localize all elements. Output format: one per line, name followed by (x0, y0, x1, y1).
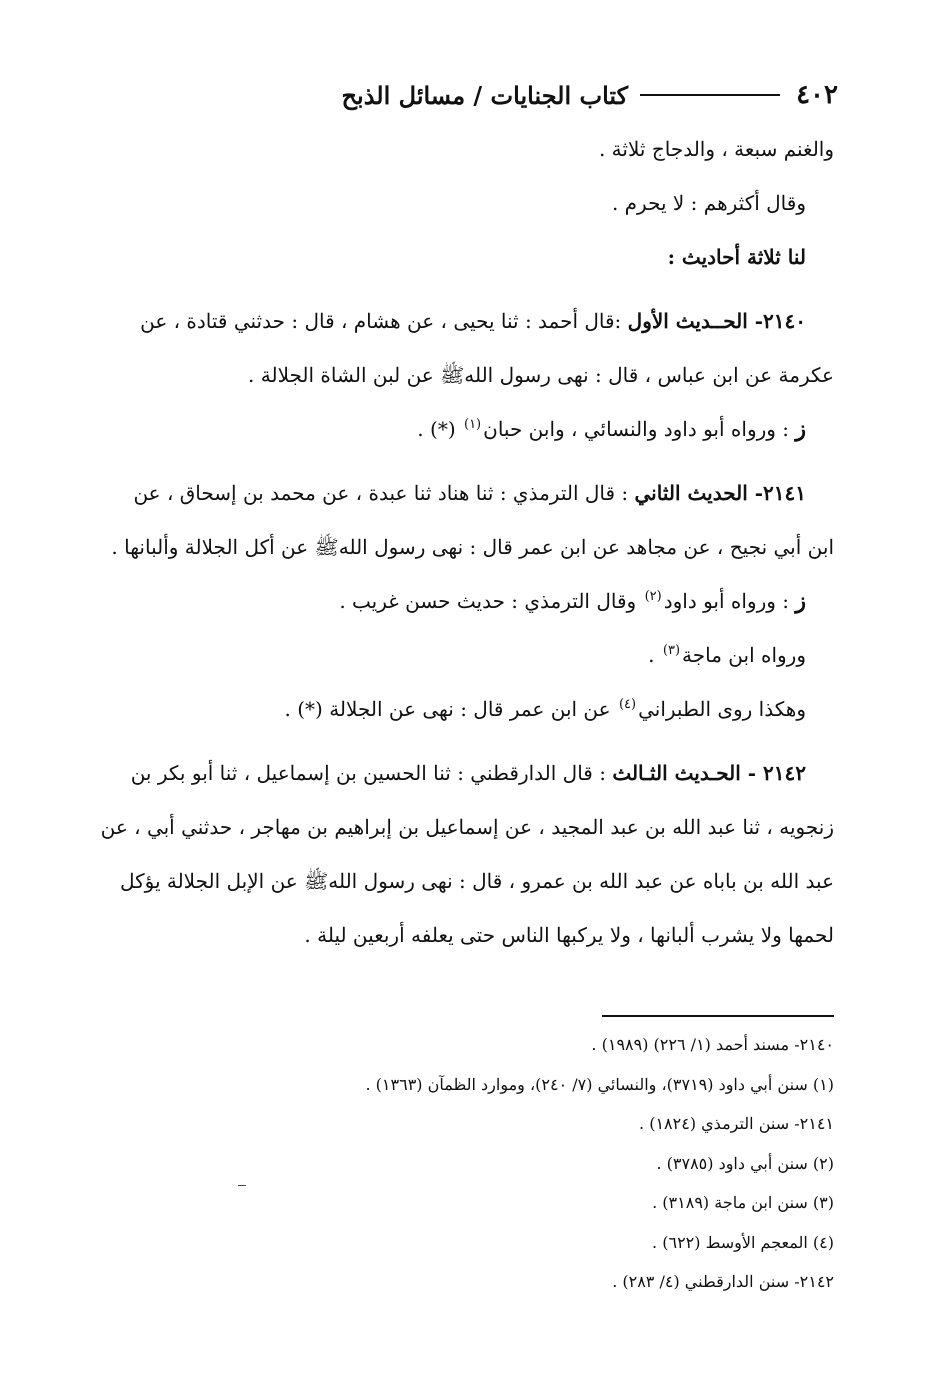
footnote: (٤) المعجم الأوسط (٦٢٢) . (652, 1232, 834, 1252)
body-line: وقال أكثرهم : لا يحرم . (611, 191, 806, 215)
note-text: ورواه ابن ماجة (682, 643, 806, 667)
footnote: (٢) سنن أبي داود (٣٧٨٥) . (656, 1153, 834, 1173)
hadith-text: : قال الترمذي : ثنا هناد ثنا عبدة ، عن محمد بن إسحاق ، عن (133, 481, 635, 505)
hadith-2141-line-2: ابن أبي نجيح ، عن مجاهد عن ابن عمر قال : نهى رسول اللهﷺ عن أكل الجلالة وألبانها . (111, 535, 834, 559)
hadith-title: الحــديث الأول (627, 309, 748, 333)
hadith-number: ٢١٤١- (747, 481, 806, 505)
stray-mark (238, 1185, 246, 1186)
hadith-2140-line-1 (96, 294, 834, 348)
footnote-rule (602, 1015, 834, 1017)
footnote: ٢١٤١- سنن الترمذي (١٨٢٤) . (639, 1114, 834, 1133)
hadith-2142-line-3: عبد الله بن باباه عن عبد الله بن عمرو ، قال : نهى رسول اللهﷺ عن الإبل الجلالة يؤكل (119, 869, 834, 893)
body-text (96, 122, 834, 962)
hadith-text: : قال الدارقطني : ثنا الحسين بن إسماعيل ، ثنا أبو بكر بن (130, 761, 613, 785)
note-text: : ورواه أبو داود (663, 589, 796, 613)
footnote-ref: (٤) (618, 697, 637, 713)
hadith-title: الحديث الثاني (634, 481, 748, 505)
header-rule (640, 94, 780, 96)
hadith-title: الحـديث الثـالث (612, 761, 741, 785)
note-text: عن ابن عمر قال : نهى عن الجلالة (*) . (284, 697, 617, 721)
note-mark: ز (795, 588, 806, 614)
footnote: (١) سنن أبي داود (٣٧١٩)، والنسائي (٧/ ٢٤٠)، وموارد الظمآن (١٣٦٣) . (365, 1074, 834, 1094)
page-number: ٤٠٢ (796, 80, 838, 110)
hadith-2140-line-2: عكرمة عن ابن عباس ، قال : نهى رسول اللهﷺ عن لبن الشاة الجلالة . (248, 363, 834, 387)
hadith-number: ٢١٤٢ - (740, 761, 806, 785)
hadith-2141-note-3 (96, 682, 834, 736)
hadith-2141-line-1 (96, 466, 834, 520)
footnotes (96, 1025, 834, 1302)
running-title: كتاب الجنايات / مسائل الذبح (341, 80, 629, 110)
note-text: وقال الترمذي : حديث حسن غريب . (339, 589, 643, 613)
hadith-2142-line-1 (96, 746, 834, 800)
note-text: : ورواه أبو داود والنسائي ، وابن حبان (483, 417, 796, 441)
hadith-2141-note (96, 574, 834, 628)
note-text: . (648, 643, 661, 667)
hadith-2142-line-2: زنجويه ، ثنا عبد الله بن عبد المجيد ، عن إسماعيل بن إبراهيم بن مهاجر ، حدثني أبي ، عن (100, 815, 834, 839)
note-text: (*) . (417, 417, 462, 441)
footnote-ref: (١) (463, 417, 482, 433)
page-header (95, 78, 838, 112)
hadith-text: :قال أحمد : ثنا يحيى ، عن هشام ، قال : حدثني قتادة ، عن (140, 309, 628, 333)
body-line: والغنم سبعة ، والدجاج ثلاثة . (598, 137, 834, 161)
footnote: ٢١٤٢- سنن الدارقطني (٤/ ٢٨٣) . (612, 1272, 834, 1291)
hadith-2142-line-4: لحمها ولا يشرب ألبانها ، ولا يركبها الناس حتى يعلفه أربعين ليلة . (304, 923, 834, 947)
footnote-ref: (٣) (662, 643, 681, 659)
section-heading: لنا ثلاثة أحاديث : (667, 245, 806, 269)
note-text: وهكذا روى الطبراني (638, 697, 806, 721)
hadith-2140-note (96, 402, 834, 456)
footnote: (٣) سنن ابن ماجة (٣١٨٩) . (652, 1193, 834, 1212)
note-mark: ز (795, 416, 806, 442)
footnote-ref: (٢) (644, 589, 662, 605)
hadith-number: ٢١٤٠- (747, 309, 806, 333)
hadith-2141-note-2 (96, 628, 834, 682)
footnote: ٢١٤٠- مسند أحمد (١/ ٢٢٦) (١٩٨٩) . (591, 1035, 834, 1054)
